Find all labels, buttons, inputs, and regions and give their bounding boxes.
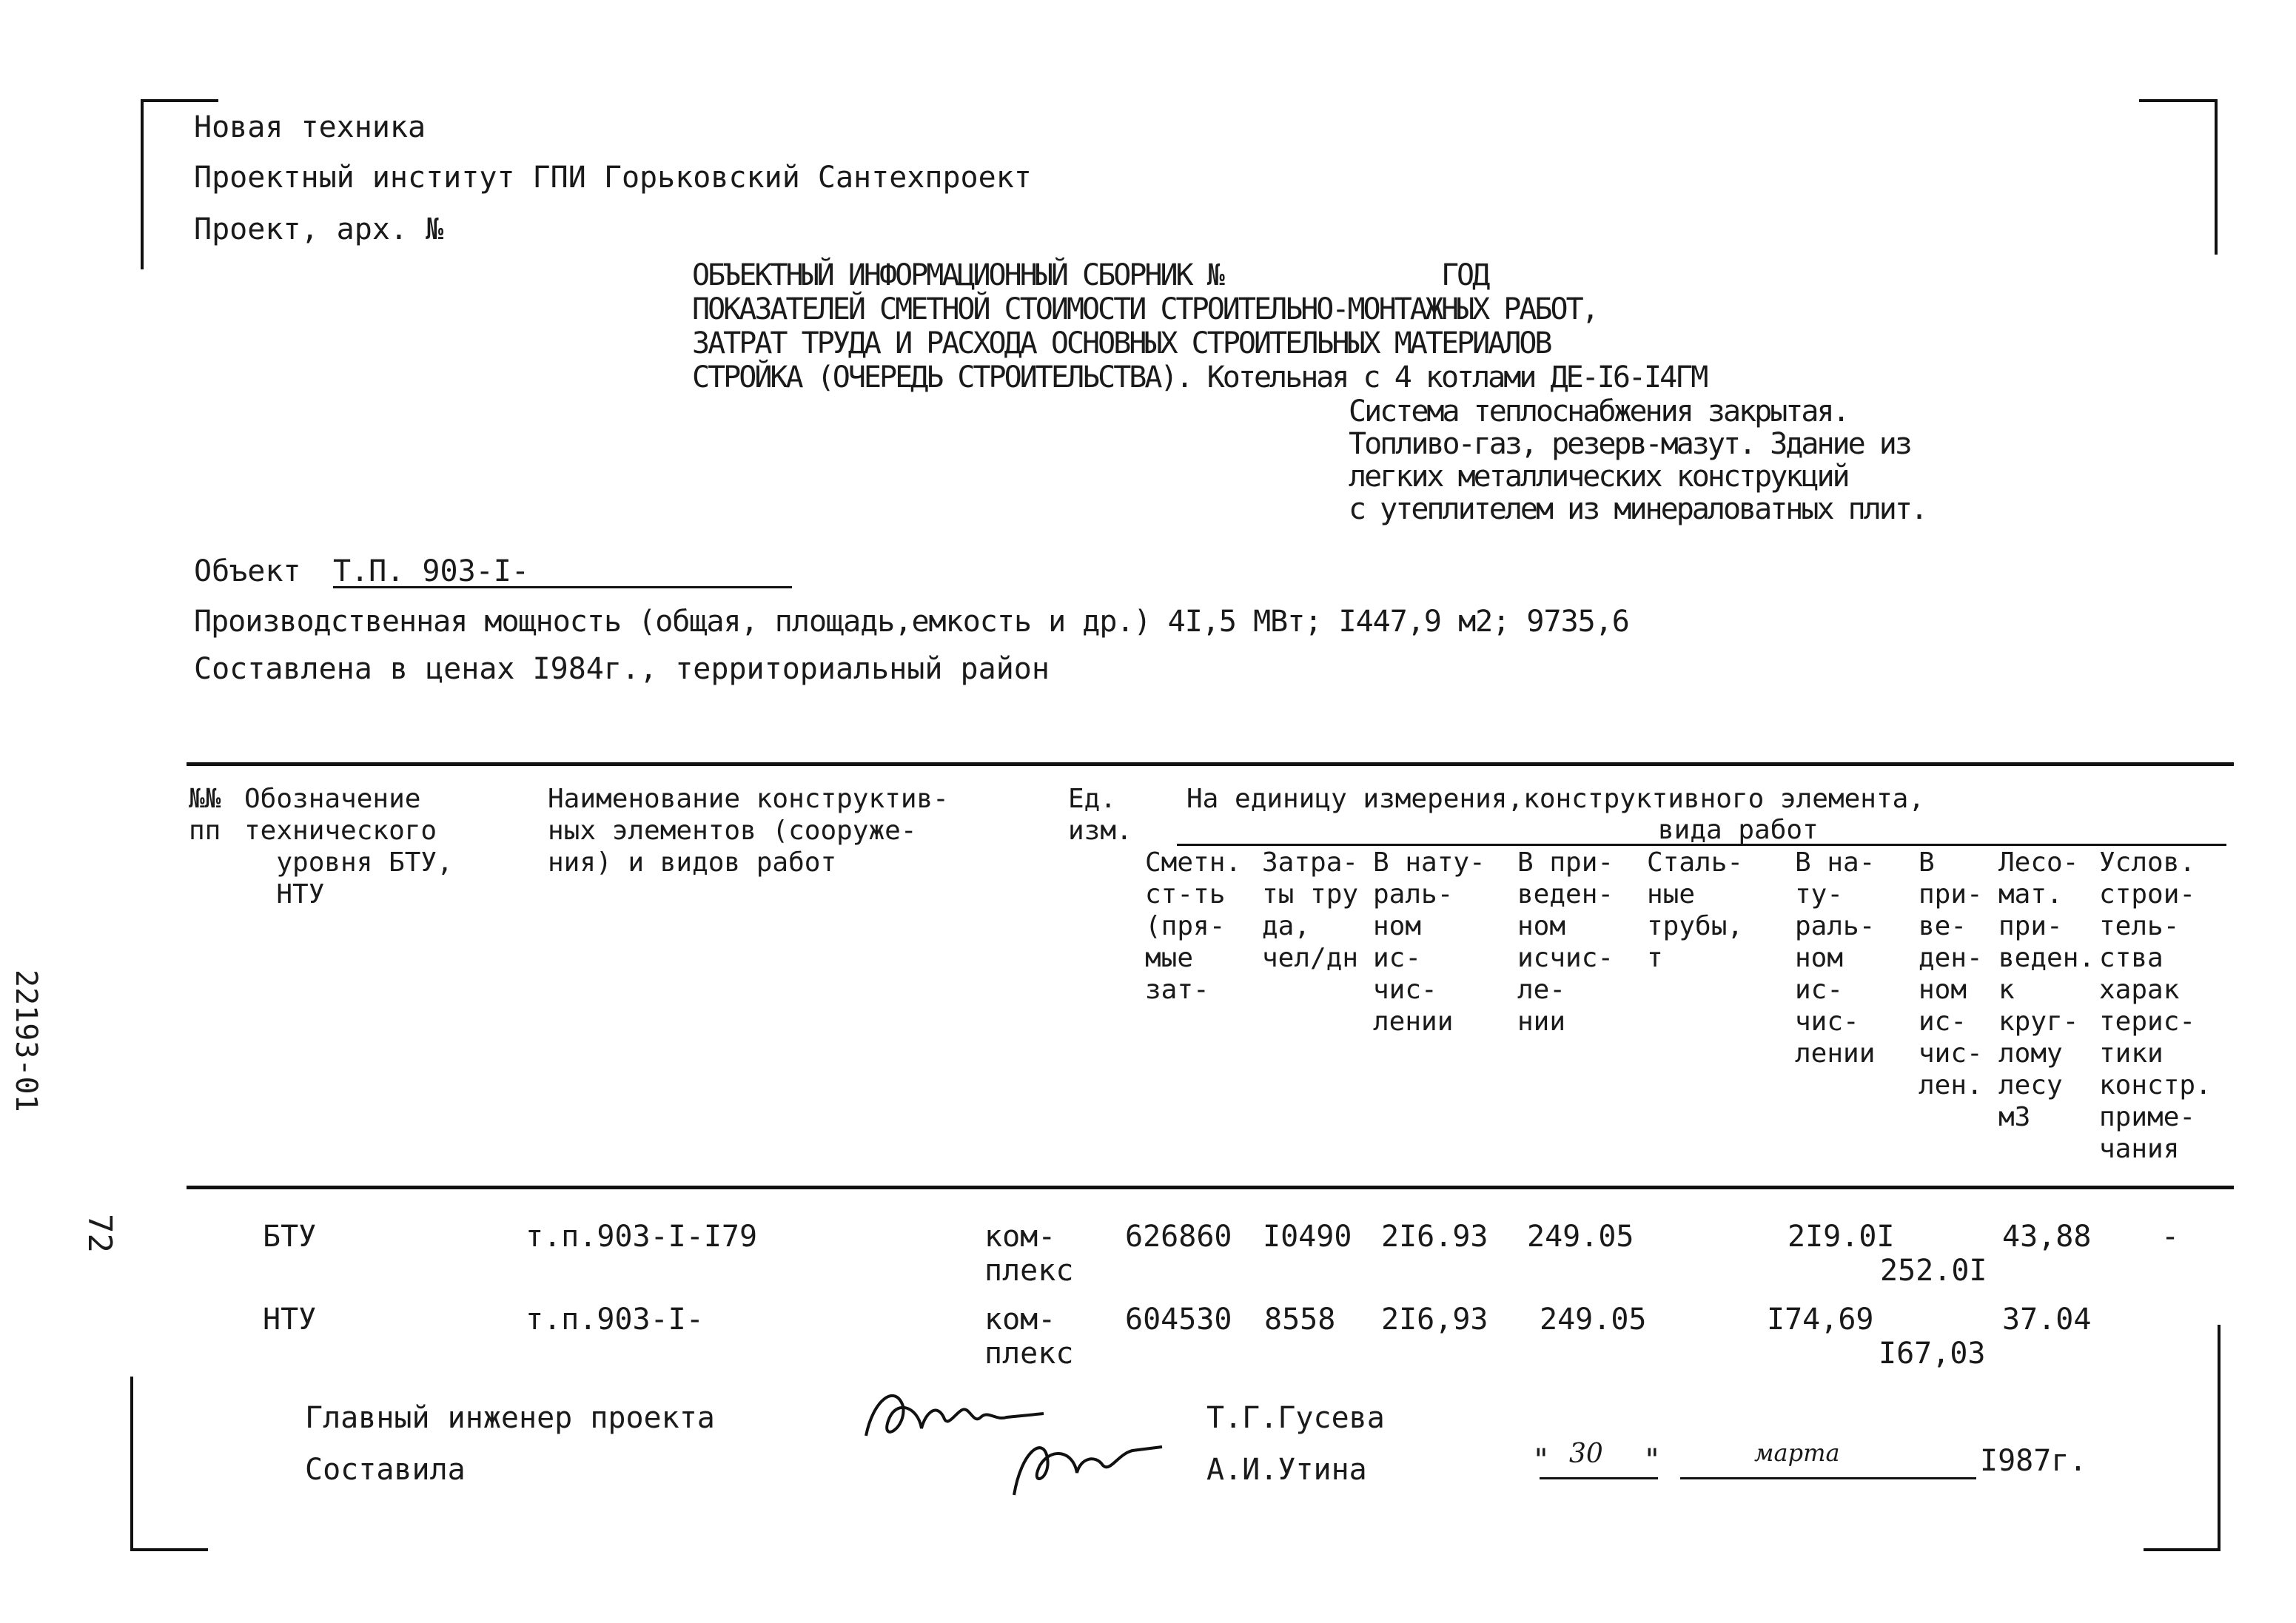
compiled-by-name: А.И.Утина [1206,1453,1367,1487]
corner-bracket-bottom-left-h [130,1548,208,1551]
title-line-2: ПОКАЗАТЕЛЕЙ СМЕТНОЙ СТОИМОСТИ СТРОИТЕЛЬНО-МОНТАЖНЫХ РАБОТ, [692,292,1597,326]
chief-engineer-name: Т.Г.Гусева [1206,1401,1385,1435]
side-stamp-number: 22193-01 [9,970,43,1112]
title-line-4: СТРОЙКА (ОЧЕРЕДЬ СТРОИТЕЛЬСТВА). Котельная с 4 котлами ДЕ-I6-I4ГМ [692,360,1707,394]
date-day: 30 [1569,1439,1603,1469]
corner-bracket-top-right [2215,99,2218,255]
date-month-underline [1680,1477,1976,1479]
header-line-new-technology: Новая техника [194,110,426,144]
sub-col-steel-reduced: В при- веден- ном исчис- ле- нии [1517,847,1614,1037]
signature-compiler [984,1421,1177,1510]
row-name: т.п.903-I-I79 [526,1220,758,1254]
table-top-rule [187,762,2234,766]
corner-bracket-top-left [141,99,144,269]
group-subheader: вида работ [1658,815,1819,845]
object-value: Т.П. 903-I- [333,557,792,588]
date-day-underline [1540,1477,1658,1479]
date-year: I987г. [1980,1444,2087,1478]
table-header-bottom-rule [187,1186,2234,1189]
row-level: БТУ [263,1220,317,1254]
corner-bracket-bottom-left [130,1377,133,1551]
col-header-designation: Обозначение технического уровня БТУ, НТУ [244,784,453,910]
date-quote-open: " [1532,1443,1551,1477]
prices-line: Составлена в ценах I984г., территориальный район [194,652,1050,686]
title-line-1: ОБЪЕКТНЫЙ ИНФОРМАЦИОННЫЙ СБОРНИК № ГОД [692,258,1488,292]
date-month: марта [1754,1439,1840,1467]
row-unit: ком- плекс [984,1303,1074,1371]
corner-bracket-bottom-right-h [2144,1548,2221,1551]
row-steel-reduced: 249.05 [1540,1303,1647,1337]
row-wood: 43,88 [2002,1220,2092,1254]
compiled-by-label: Составила [305,1453,466,1487]
sub-col-wood: Лесо- мат. при- веден. к круг- лому лесу м3 [1998,847,2095,1132]
row-steel-natural: 2I6,93 [1381,1303,1488,1337]
row-cement-reduced: I67,03 [1879,1337,1986,1371]
row-level: НТУ [263,1303,317,1337]
sub-col-steel-natural: В нату- раль- ном ис- чис- лении [1373,847,1486,1037]
object-label: Объект [194,554,301,588]
row-steel-natural: 2I6.93 [1381,1220,1488,1254]
chief-engineer-label: Главный инженер проекта [305,1401,715,1435]
row-cement-natural: I74,69 [1767,1303,1874,1337]
sub-col-cost: Сметн. ст-ть (пря- мые зат- [1145,847,1242,1005]
header-line-project: Проект, арх. № [194,212,444,246]
title-line-8: с утеплителем из минераловатных плит. [1349,492,1927,526]
corner-bracket-bottom-right [2218,1325,2221,1551]
date-quote-close: " [1643,1443,1662,1477]
row-note: - [2161,1220,2180,1254]
row-labor: 8558 [1264,1303,1336,1337]
corner-bracket-top-left-h [141,99,218,102]
col-header-num: №№ пп [189,784,221,846]
col-header-unit: Ед. изм. [1068,784,1132,846]
row-wood: 37.04 [2002,1303,2092,1337]
header-line-institute: Проектный институт ГПИ Горьковский Сантехпроект [194,161,1032,195]
sub-col-labor: Затра- ты тру да, чел/дн [1262,847,1359,973]
title-line-5: Система теплоснабжения закрытая. [1349,394,1848,429]
group-header: На единицу измерения,конструктивного элемента, [1186,784,1924,814]
corner-bracket-top-right-h [2139,99,2218,102]
row-cement-reduced: 252.0I [1880,1254,1987,1288]
row-cement-natural: 2I9.0I [1788,1220,1895,1254]
sub-col-steel-pipes: Сталь- ные трубы, т [1647,847,1744,973]
row-name: т.п.903-I- [526,1303,704,1337]
row-labor: I0490 [1263,1220,1352,1254]
col-header-name: Наименование конструктив- ных элементов (сооруже- ния) и видов работ [548,784,949,878]
side-stamp-page: 72 [81,1214,118,1253]
row-cost: 604530 [1125,1303,1232,1337]
sub-col-cement-natural: В на- ту- раль- ном ис- чис- лении [1795,847,1876,1069]
row-unit: ком- плекс [984,1220,1074,1288]
capacity-line: Производственная мощность (общая, площадь,емкость и др.) 4I,5 МВт; I447,9 м2; 9735,6 [194,605,1629,639]
row-steel-reduced: 249.05 [1527,1220,1634,1254]
title-line-3: ЗАТРАТ ТРУДА И РАСХОДА ОСНОВНЫХ СТРОИТЕЛЬНЫХ МАТЕРИАЛОВ [692,326,1551,360]
sub-col-cement-reduced: В при- ве- ден- ном ис- чис- лен. [1919,847,1983,1101]
title-line-6: Топливо-газ, резерв-мазут. Здание из [1349,427,1910,461]
row-cost: 626860 [1125,1220,1232,1254]
sub-col-notes: Услов. строи- тель- ства харак терис- тики констр. приме- чания [2099,847,2212,1164]
title-line-7: легких металлических конструкций [1349,460,1848,494]
